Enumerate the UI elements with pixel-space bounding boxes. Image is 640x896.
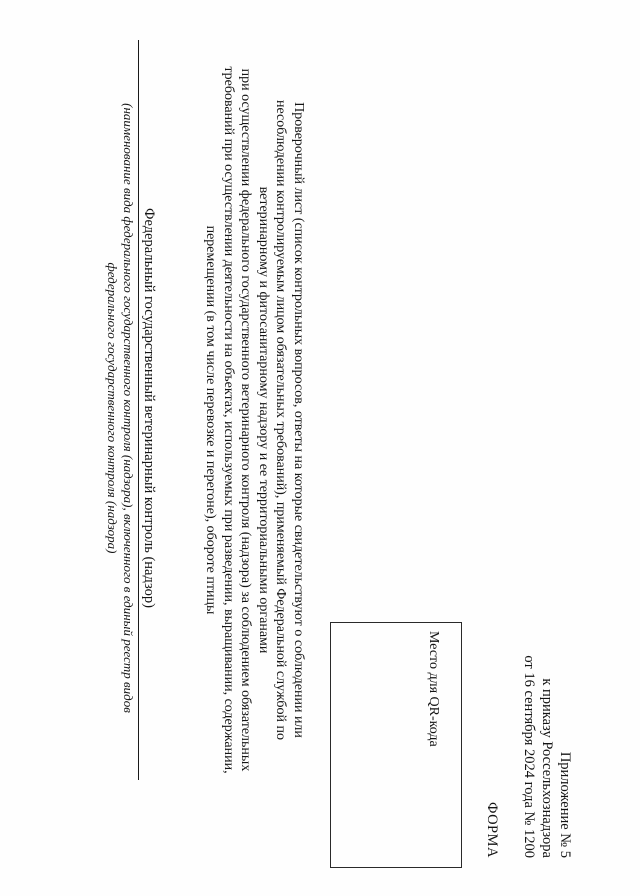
checklist-title-line: Проверочный лист (список контрольных вопросов, ответы на которые свидетельствуют о соблюдении или [291, 102, 306, 738]
checklist-title-line: ветеринарному и фитосанитарному надзору и ее территориальными органами [255, 186, 271, 654]
control-type-underline [138, 40, 139, 780]
control-type-caption [104, 18, 136, 798]
control-type-block [104, 18, 158, 798]
checklist-title-line: перемещении (в том числе перевозке и перегоне), обороте птицы [203, 225, 219, 615]
appendix-order-date: от 16 сентября 2024 года № 1200 [521, 655, 537, 858]
appendix-number: Приложение № 5 [557, 751, 573, 858]
appendix-order-ref: к приказу Россельхознадзора [539, 678, 555, 858]
qr-code-placeholder [330, 622, 462, 868]
checklist-title-line: при осуществлении федерального государственного ветеринарного контроля (надзора) за соблюдением обязательных [238, 68, 254, 772]
checklist-title-line: требований при осуществлении деятельности на объектах, используемых при разведении, выращивании, содержании, [220, 66, 236, 774]
qr-placeholder-label: Место для QR-кода [426, 631, 441, 747]
control-type-caption-line: федерального государственного контроля (надзора) [105, 262, 120, 554]
control-type-name: Федеральный государственный ветеринарный контроль (надзор) [141, 208, 157, 608]
appendix-header [520, 600, 574, 858]
control-type-caption-line: (наименование вида федерального государственного контроля (надзора), включенного в единый реестр видов [121, 103, 136, 713]
checklist-title-line: несоблюдении контролируемым лицом обязательных требований), применяемый Федеральной службой по [273, 99, 289, 741]
checklist-title [201, 10, 307, 830]
form-label: ФОРМА [484, 801, 500, 858]
